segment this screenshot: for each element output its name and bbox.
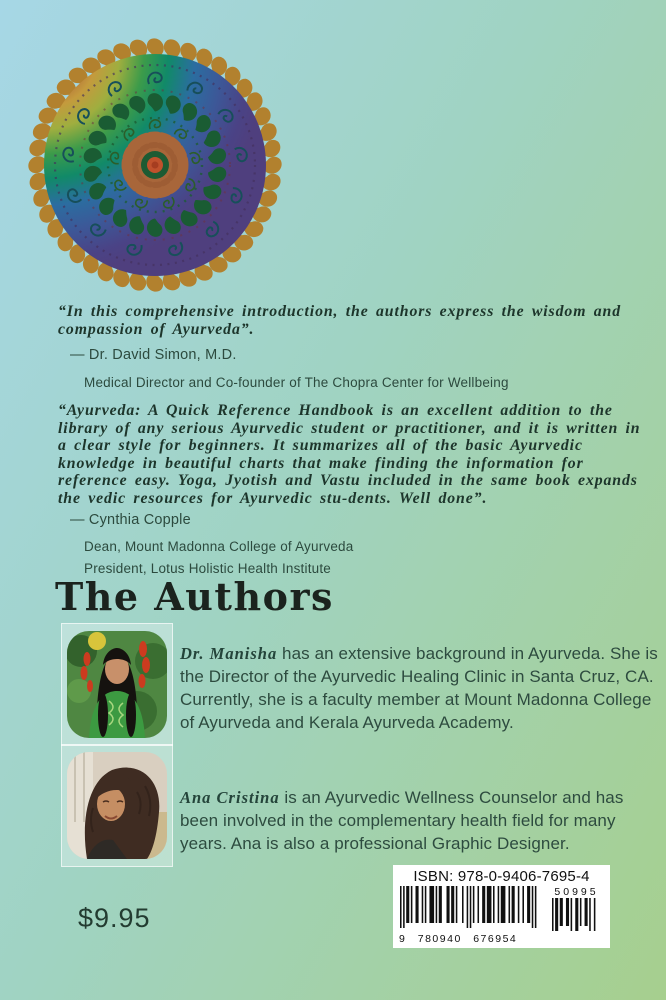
barcode-supplement-bars: [551, 898, 603, 932]
quote-david-simon: “In this comprehensive introduction, the authors express the wisdom and compassion of Ayurveda”.: [58, 303, 622, 338]
author-name-manisha: Dr. Manisha: [180, 644, 278, 663]
copple-title-dean: Dean, Mount Madonna College of Ayurveda: [84, 539, 354, 554]
author-bio-ana-text: is an Ayurvedic Wellness Counselor and has been involved in the complementary health field for many years. Ana is also a professional Graphic Designer.: [180, 788, 624, 853]
mandala-graphic: [27, 37, 283, 293]
author-bio-ana: [180, 786, 642, 855]
copple-title-president: President, Lotus Holistic Health Institute: [84, 561, 332, 576]
barcode-main-bars: [399, 886, 545, 930]
barcode-main: [399, 886, 545, 945]
barcode-supplement: [549, 886, 604, 937]
ana-portrait-illustration: [67, 752, 167, 859]
author-photo-ana: [61, 744, 173, 867]
quote-cynthia-copple-attribution: — Cynthia Copple: [70, 512, 191, 528]
isbn-number: ISBN: 978-0-9406-7695-4: [413, 868, 590, 885]
price-label: $9.95: [78, 903, 151, 933]
quote-cynthia-copple: “Ayurveda: A Quick Reference Handbook is an excellent addition to the library of any serious Ayurvedic student or practitioner, and it is written in a clear style for beginners. It summarizes all of the basic Ayurvedic knowledge in beautiful charts that make finding the information for reference easy. Yoga, Jyotish and Vastu included in the same book expands the vedic resources for Ayurvedic stu-dents. Well done”.: [58, 402, 641, 507]
quote-david-simon-title: Medical Director and Co-founder of The Chopra Center for Wellbeing: [84, 375, 509, 390]
barcode-supplement-digits: 50995: [554, 886, 599, 898]
author-bio-manisha-text: has an extensive background in Ayurveda. She is the Director of the Ayurvedic Healing Clinic in Santa Cruz, CA. Currently, she is a faculty member at Mount Madonna College of Ayurveda and Kerala Ayurveda Academy.: [180, 644, 658, 732]
authors-section-heading: The Authors: [55, 574, 334, 619]
manisha-portrait-illustration: [67, 631, 167, 738]
author-name-ana: Ana Cristina: [180, 788, 280, 807]
quote-david-simon-attribution: — Dr. David Simon, M.D.: [70, 347, 237, 363]
barcode-digits: 9 780940 676954: [399, 933, 518, 945]
isbn-barcode: [399, 886, 604, 945]
isbn-block: [393, 865, 610, 948]
author-bio-manisha: [180, 642, 658, 734]
author-photo-manisha: [61, 623, 173, 746]
